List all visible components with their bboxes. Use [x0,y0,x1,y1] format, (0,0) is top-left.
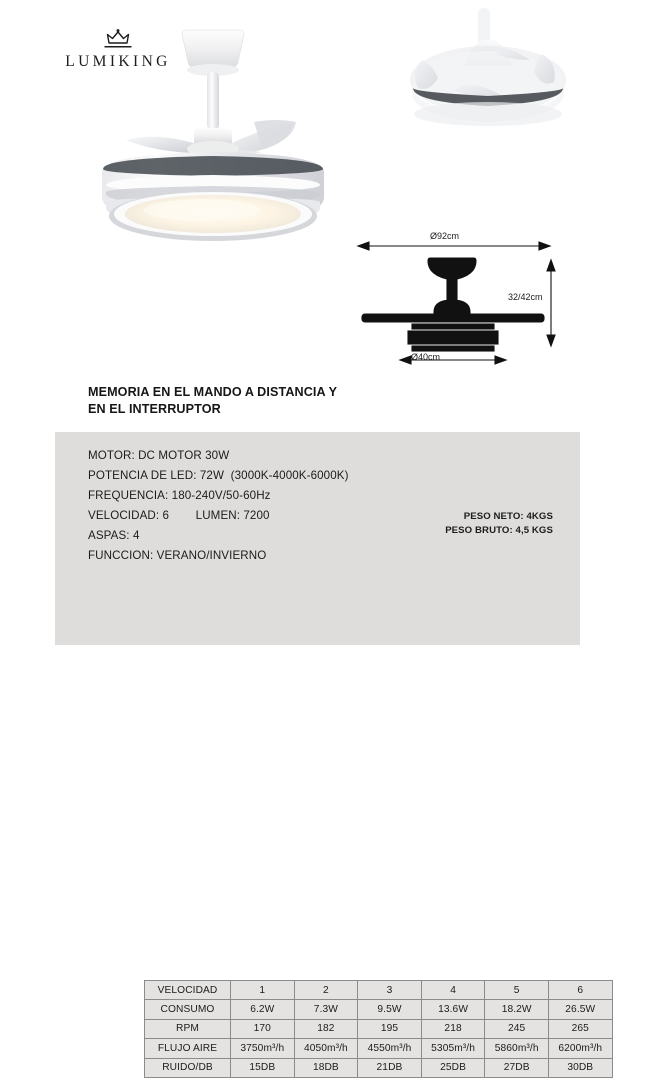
table-cell: 13.6W [421,1000,485,1019]
weight-info [445,510,553,539]
table-row [145,1000,613,1019]
performance-table [144,980,613,1078]
specifications-list [88,446,518,566]
table-cell: 15DB [231,1058,295,1077]
table-cell: 3750m³/h [231,1039,295,1058]
table-cell: 3 [358,981,422,1000]
table-cell: 1 [231,981,295,1000]
table-cell: 182 [294,1019,358,1038]
dimension-base-label: Ø40cm [411,352,441,362]
table-cell: 4 [421,981,485,1000]
table-cell: 2 [294,981,358,1000]
table-row-label: RPM [145,1019,231,1038]
table-row [145,1019,613,1038]
table-cell: 4550m³/h [358,1039,422,1058]
table-row-label: VELOCIDAD [145,981,231,1000]
performance-table-body [145,981,613,1078]
table-cell: 7.3W [294,1000,358,1019]
table-row [145,1039,613,1058]
dimension-height-label: 32/42cm [508,292,543,302]
table-row-label: FLUJO AIRE [145,1039,231,1058]
table-cell: 5860m³/h [485,1039,549,1058]
table-cell: 6 [548,981,612,1000]
table-cell: 4050m³/h [294,1039,358,1058]
table-cell: 218 [421,1019,485,1038]
feature-heading [88,384,558,417]
table-cell: 265 [548,1019,612,1038]
table-row [145,981,613,1000]
table-cell: 18DB [294,1058,358,1077]
table-cell: 5 [485,981,549,1000]
table-cell: 6200m³/h [548,1039,612,1058]
spec-frequency: FREQUENCIA: 180-240V/50-60Hz [88,488,271,502]
table-cell: 170 [231,1019,295,1038]
table-cell: 26.5W [548,1000,612,1019]
dimension-diagram [352,228,638,370]
table-row-label: RUIDO/DB [145,1058,231,1077]
spec-led-power: POTENCIA DE LED: 72W (3000K-4000K-6000K) [88,468,349,482]
table-cell: 6.2W [231,1000,295,1019]
product-image-main [86,22,348,244]
specifications-panel [55,432,603,1074]
table-cell: 195 [358,1019,422,1038]
table-row-label: CONSUMO [145,1000,231,1019]
spec-blades: ASPAS: 4 [88,528,140,542]
table-cell: 30DB [548,1058,612,1077]
spec-function: FUNCCION: VERANO/INVIERNO [88,548,267,562]
table-cell: 18.2W [485,1000,549,1019]
gross-weight: PESO BRUTO: 4,5 KGS [445,525,553,537]
table-cell: 21DB [358,1058,422,1077]
table-cell: 5305m³/h [421,1039,485,1058]
table-cell: 25DB [421,1058,485,1077]
table-cell: 9.5W [358,1000,422,1019]
net-weight: PESO NETO: 4KGS [463,511,553,522]
table-cell: 245 [485,1019,549,1038]
product-image-secondary [392,8,630,130]
brand-name: LUMIKING [65,53,171,70]
dimension-width-label: Ø92cm [430,231,460,241]
table-cell: 27DB [485,1058,549,1077]
table-row [145,1058,613,1077]
feature-heading-line1: MEMORIA EN EL MANDO A DISTANCIA Y [88,385,338,399]
spec-motor: MOTOR: DC MOTOR 30W [88,449,230,462]
spec-speed-lumen: VELOCIDAD: 6 LUMEN: 7200 [88,508,270,522]
feature-heading-line2: EN EL INTERRUPTOR [88,401,221,416]
